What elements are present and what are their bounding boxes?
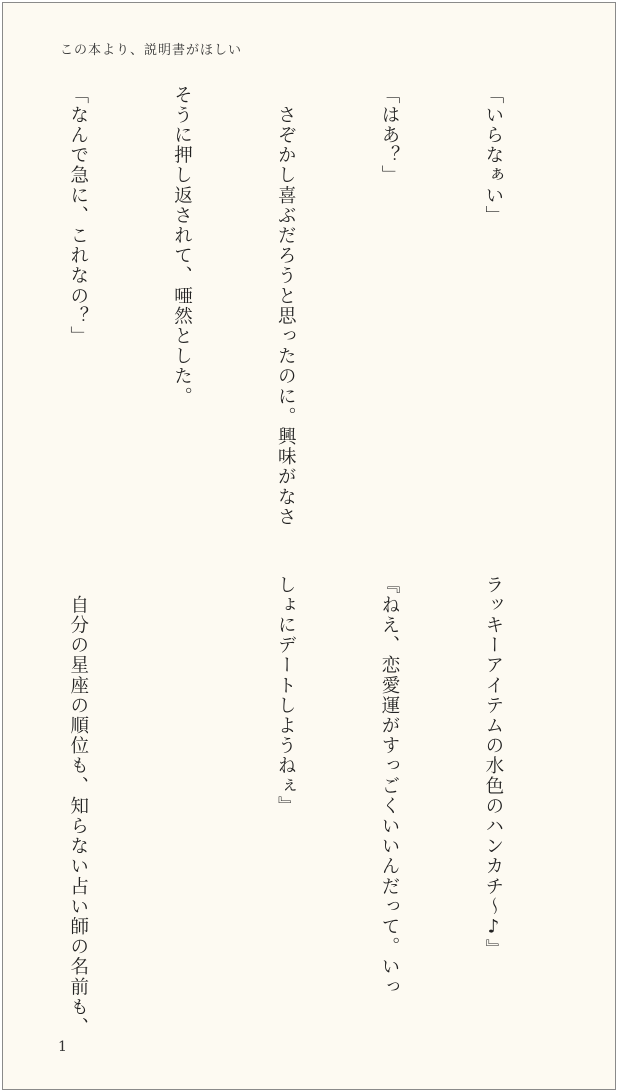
text-column: 『ねえ、恋愛運がすっごくいいんだって。いっ	[379, 575, 401, 998]
blank-column	[164, 575, 199, 1015]
text-column: そうに押し返されて、唖然とした。	[171, 85, 193, 407]
text-block-lower	[59, 575, 579, 1038]
text-column: 自分の星座の順位も、知らない占い師の名前も、	[67, 575, 89, 1038]
text-column: しょにデートしようねぇ』	[275, 575, 297, 817]
text-column: さぞかし喜ぶだろうと思ったのに。興味がなさ	[275, 85, 297, 528]
text-block-upper	[59, 85, 579, 528]
text-column: 「はあ？」	[379, 85, 401, 186]
page-number: 1	[58, 1039, 67, 1055]
text-column: ラッキーアイテムの水色のハンカチ〜♪』	[482, 575, 504, 960]
running-title: この本より、説明書がほしい	[60, 43, 243, 58]
book-page	[2, 2, 616, 1090]
text-column: 「なんで急に、これなの？」	[67, 85, 89, 347]
text-column: 「いらなぁい」	[482, 85, 504, 226]
